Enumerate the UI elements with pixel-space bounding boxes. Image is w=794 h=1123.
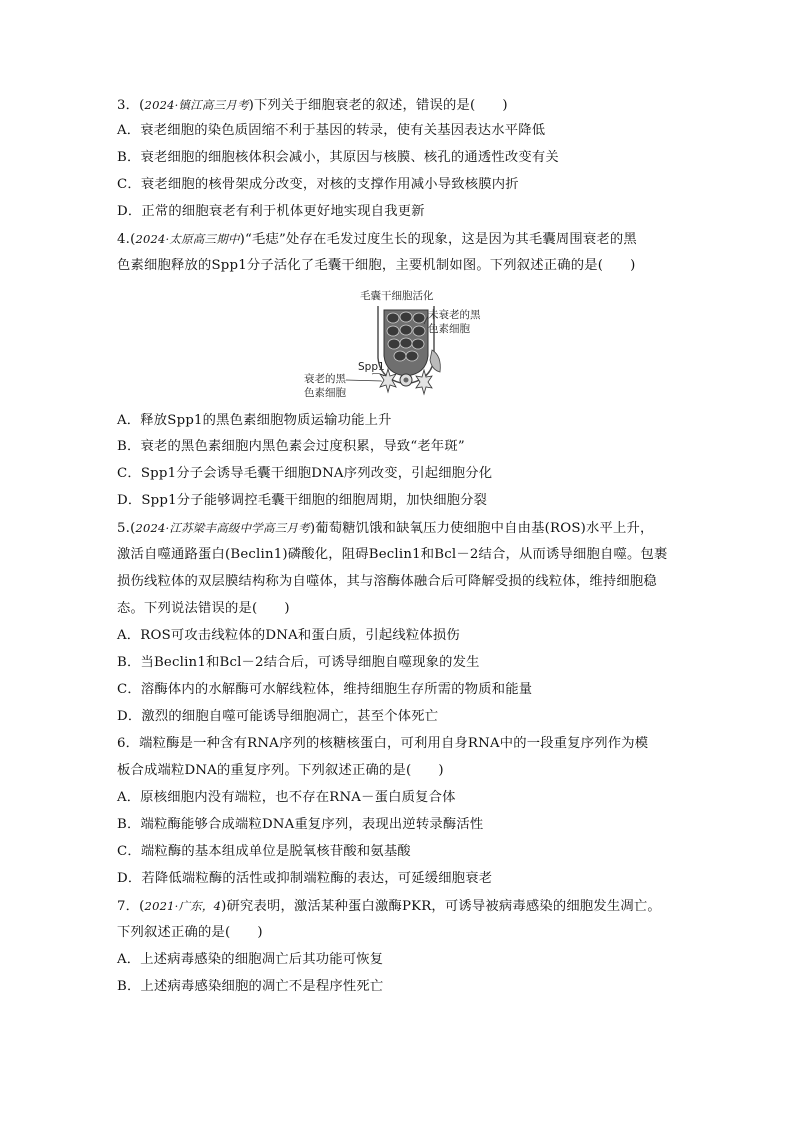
figure-label-right-2: 色素细胞: [428, 323, 470, 335]
q7-source: 2021·广东，4: [144, 899, 222, 913]
q5-stem-line1: [117, 519, 697, 538]
q5-stem-line3: 损伤线粒体的双层膜结构称为自噬体，其与溶酶体融合后可降解受损的线粒体，维持细胞稳: [117, 574, 657, 589]
figure-label-left-1: 衰老的黑: [304, 373, 346, 385]
q3-option-d: D．正常的细胞衰老有利于机体更好地实现自我更新: [117, 204, 425, 219]
q4-stem-line2: 色素细胞释放的Spp1分子活化了毛囊干细胞，主要机制如图。下列叙述正确的是( ): [117, 258, 636, 273]
q5-option-a: A．ROS可攻击线粒体的DNA和蛋白质，引起线粒体损伤: [117, 628, 460, 643]
q5-option-d: D．激烈的细胞自噬可能诱导细胞凋亡，甚至个体死亡: [117, 709, 439, 724]
q3-option-b: B．衰老细胞的细胞核体积会减小，其原因与核膜、核孔的通透性改变有关: [117, 150, 559, 165]
q3-option-a: A．衰老细胞的染色质固缩不利于基因的转录，使有关基因表达水平降低: [117, 123, 546, 138]
q4-option-d: D．Spp1分子能够调控毛囊干细胞的细胞周期，加快细胞分裂: [117, 493, 488, 508]
q6-option-a: A．原核细胞内没有端粒，也不存在RNA－蛋白质复合体: [117, 790, 456, 805]
label-pointer-left: [346, 380, 382, 381]
q3-suffix: )下列关于细胞衰老的叙述，错误的是( ): [248, 98, 508, 113]
q5-stem-line4: 态。下列说法错误的是( ): [117, 601, 290, 616]
figure-label-top: 毛囊干细胞活化: [360, 290, 434, 302]
q6-option-c: C．端粒酶的基本组成单位是脱氧核苷酸和氨基酸: [117, 844, 411, 859]
q7-stem-line2: 下列叙述正确的是( ): [117, 925, 263, 940]
q3-stem: [117, 96, 697, 115]
q6-option-d: D．若降低端粒酶的活性或抑制端粒酶的表达，可延缓细胞衰老: [117, 871, 493, 886]
q4-option-b: B．衰老的黑色素细胞内黑色素会过度积累，导致“老年斑”: [117, 439, 465, 454]
figure-label-spp1: Spp1: [358, 361, 385, 373]
q7-prefix: 7．(: [117, 899, 145, 914]
q5-prefix: 5.(: [117, 521, 136, 536]
q4-source: 2024·太原高三期中: [135, 232, 240, 246]
q6-option-b: B．端粒酶能够合成端粒DNA重复序列，表现出逆转录酶活性: [117, 817, 484, 832]
q7-suffix: )研究表明，激活某种蛋白激酶PKR，可诱导被病毒感染的细胞发生凋亡。: [221, 899, 661, 914]
q5-option-c: C．溶酶体内的水解酶可水解线粒体，维持细胞生存所需的物质和能量: [117, 682, 533, 697]
q3-option-c: C．衰老细胞的核骨架成分改变，对核的支撑作用减小导致核膜内折: [117, 177, 519, 192]
q5-suffix: )葡萄糖饥饿和缺氧压力使细胞中自由基(ROS)水平上升，: [309, 521, 654, 536]
papilla-core: [404, 378, 409, 383]
q4-suffix: )“毛痣”处存在毛发过度生长的现象，这是因为其毛囊周围衰老的黑: [239, 232, 637, 247]
q4-option-a: A．释放Spp1的黑色素细胞物质运输功能上升: [117, 413, 392, 428]
q6-stem-line1: 6．端粒酶是一种含有RNA序列的核糖核蛋白，可利用自身RNA中的一段重复序列作为模: [117, 736, 649, 751]
q7-option-a: A．上述病毒感染的细胞凋亡后其功能可恢复: [117, 952, 384, 967]
q7-option-b: B．上述病毒感染细胞的凋亡不是程序性死亡: [117, 979, 384, 994]
q5-stem-line2: 激活自噬通路蛋白(Beclin1)磷酸化，阻碍Beclin1和Bcl－2结合，从而诱导细胞自噬。包裹: [117, 547, 668, 562]
q3-prefix: 3．(: [117, 98, 145, 113]
figure-label-right-1: 未衰老的黑: [428, 309, 481, 321]
q7-stem-line1: [117, 897, 697, 916]
hair-follicle-figure: [300, 288, 500, 403]
q6-stem-line2: 板合成端粒DNA的重复序列。下列叙述正确的是( ): [117, 763, 444, 778]
q3-source: 2024·镇江高三月考: [144, 98, 249, 112]
q4-stem-line1: [117, 230, 697, 249]
q5-source: 2024·江苏梁丰高级中学高三月考: [135, 521, 310, 535]
q4-prefix: 4.(: [117, 232, 136, 247]
q4-option-c: C．Spp1分子会诱导毛囊干细胞DNA序列改变，引起细胞分化: [117, 466, 493, 481]
q5-option-b: B．当Beclin1和Bcl－2结合后，可诱导细胞自噬现象的发生: [117, 655, 480, 670]
figure-label-left-2: 色素细胞: [304, 387, 346, 399]
